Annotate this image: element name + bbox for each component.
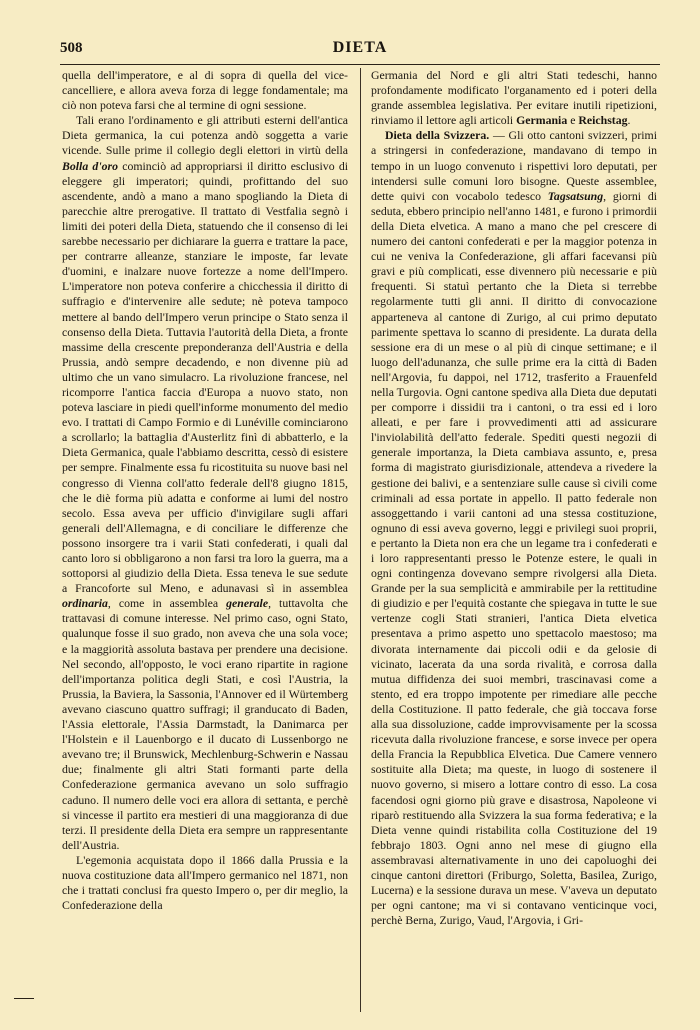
paragraph-continuation: quella dell'imperatore, e al di sopra di quella del vice-cancelliere, e allora aveva forza di legge fondamentale; ma ciò non poteva farsi che al termine di ogni sessione.: [62, 68, 348, 113]
emphasis-generale: generale: [226, 596, 269, 611]
page-number: 508: [60, 40, 83, 56]
left-column: [62, 68, 348, 1012]
paragraph-dieta-germanica: Tali erano l'ordinamento e gli attributi esterni dell'antica Dieta germanica, la cui potenza andò soggetta a varie vicende. Sulle prime il collegio degli elettori in virtù della Bolla d'oro cominciò ad appropriarsi il diritto esclusivo di eleggere gli imperatori; quindi, profittando del suo ascendente, andò a mano a mano spogliando la Dieta di parecchie altre prerogative. Il trattato di Vestfalia segnò i limiti dei poteri della Dieta, statuendo che il consenso di lei sarebbe necessario per dichiarare la guerra e trattare la pace, per contrarre alleanze, stanziare le imposte, far levate d'uomini, e inalzare nuove fortezze a nome dell'Impero. L'imperatore non poteva conferire a chicchessia il diritto di suffragio e d'intervenire alle sedute; nè poteva tampoco mettere al bando dell'Impero verun principe o Stato senza il consenso della Dieta. Tuttavia l'autorità della Dieta, a fronte massime della crescente preponderanza dell'Austria e della Prussia, andò sempre decadendo, e non divenne più ad ultimo che un vano simulacro. La rivoluzione francese, nel ricomporre l'antica faccia d'Europa a nuovo stato, non poteva lasciare in piedi quell'informe monumento del medio evo. I trattati di Campo Formio e di Lunéville cominciarono a scrollarlo; la battaglia d'Austerlitz finì di abbatterlo, e la Dieta Germanica, quale l'abbiamo descritta, cessò di esistere per sempre. Finalmente essa fu ricostituita su nuove basi nel congresso di Vienna coll'atto federale dell'8 giugno 1815, che le diè forma più adatta e conforme ai lumi del nostro secolo. Essa aveva per ufficio d'invigilare sugli affari generali dell'Allemagna, e di conciliare le differenze che possono insorgere tra i varii Stati confederati, i quali dal canto loro si obbligarono a non farsi tra loro la guerra, ma a sottoporsi al giudizio della Dieta. Essa teneva le sue sedute a Francoforte sul Meno, e adunavasi sì in assemblea ordinaria, come in assemblea generale, tuttavolta che trattavasi di comune interesse. Nel primo caso, ogni Stato, qualunque fosse il suo grado, non aveva che una sola voce; e la maggiorità assoluta bastava per prendere una decisione. Nel secondo, all'opposto, le voci erano ripartite in ragione dell'importanza politica degli Stati, e così l'Austria, la Prussia, la Baviera, la Sassonia, l'Annover ed il Würtemberg avevano ciascuno quattro suffragi; il granducato di Baden, l'Assia elettorale, l'Assia Darmstadt, la Danimarca per l'Holstein e il Lauenborgo e il ducato di Lussenborgo ne avevano tre; il Brunswick, Mechlenburg-Schwerin e Nassau due; finalmente gli altri Stati formanti parte della Confederazione germanica avevano un solo suffragio caduno. Il numero delle voci era allora di settanta, e perchè si vincesse il partito era mestieri di una maggioranza di due terzi. Il presidente della Dieta era sempre un rappresentante dell'Austria.: [62, 113, 348, 852]
emphasis-tagsatsung: Tagsatsung: [547, 188, 604, 203]
page-header: [60, 38, 660, 62]
margin-mark: [14, 998, 34, 999]
cross-reference-germania[interactable]: Germania: [516, 113, 568, 128]
paragraph-dieta-svizzera: Dieta della Svizzera. — Gli otto cantoni svizzeri, primi a stringersi in confederazione, mandavano di tempo in tempo in un luogo convenuto i rispettivi loro deputati, per intendersi sulle comuni loro bisogne. Queste assemblee, dette quivi con vocabolo tedesco Tagsatsung, giorni di seduta, ebbero principio nell'anno 1481, e furono i primordii della Dieta elvetica. A mano a mano che pel crescere di numero dei cantoni confederati e per la maggior potenza in cui ne veniva la Confederazione, gli affari facevansi più gravi e più complicati, esse divennero più necessarie e più frequenti. Si statuì pertanto che la Dieta si terrebbe regolarmente tutti gli anni. Il diritto di convocazione apparteneva al cantone di Zurigo, al cui primo deputato parimente spettava lo scanno di presidente. La durata della sessione era di un mese o al più di cinque settimane; e il luogo dell'adunanza, che sulle prime era la città di Baden nell'Argovia, fu dappoi, nel 1712, trasferito a Frauenfeld nella Turgovia. Ogni cantone spediva alla Dieta due deputati per comporre i dissidii tra i cantoni, o tra essi ed i loro alleati, e per fare i provvedimenti atti ad assicurare l'inviolabilità dell'atto federale. Spediti questi negozii di generale importanza, la Dieta cambiava assunto, e, presa forma di magistrato giurisdizionale, attendeva a rivedere la gestione dei balivi, e a sentenziare sulle cause sì civili come criminali ad essa portate in appello. Il patto federale non assoggettando i varii cantoni ad una stessa costituzione, ognuno di essi aveva governo, leggi e privilegi suoi proprii, e pertanto la Dieta non era che un legame tra i confederati e i loro rappresentanti presso le Potenze estere, le quali in ogni contingenza dovevano sempre rivolgersi alla Dieta. Grande per la sua semplicità e ammirabile per la rettitudine di giudizio e per l'equità costante che spiegava in tutte le sue vertenze cogli Stati stranieri, l'antica Dieta elvetica presentava a primo aspetto uno spettacolo maestoso; ma divorata internamente dai piccoli odii e da gelosie di vicinato, lacerata da una sorda rivalità, e corrosa dalla mutua diffidenza dei suoi membri, trascinavasi come a stento, ed era troppo impotente per rimediare alle pecche della Costituzione. Il patto federale, che già toccava forse alla sua dissoluzione, cadde improvvisamente per la scossa ricevuta dalla rivoluzione francese, e sorse invece per opera della Francia la Repubblica Elvetica. Due Camere vennero sostituite alla Dieta; ma queste, in luogo di sostenere il nuovo governo, si misero a lottare contro di esso. La cosa facendosi ogni giorno più grave e disastrosa, Napoleone vi riparò restituendo alla Svizzera la sua forma federativa; e la Dieta venne quindi ristabilita colla Costituzione del 19 febbrajo 1803. Ogni anno nel mese di giugno ella assembravasi alternativamente in uno dei capoluoghi dei cinque cantoni direttori (Friburgo, Soletta, Basilea, Zurigo, Lucerna) e la sessione durava un mese. V'aveva un deputato per ogni cantone; ma vi si contavano venticinque voci, perchè Berna, Zurigo, Vaud, l'Argovia, i Gri-: [371, 128, 657, 928]
paragraph-egemonia: L'egemonia acquistata dopo il 1866 dalla Prussia e la nuova costituzione data all'Impero germanico nel 1871, non che i trattati conclusi fra questo Impero o, per dir meglio, la Confederazione della: [62, 852, 348, 913]
entry-heading-dieta-svizzera: Dieta della Svizzera.: [385, 128, 490, 143]
cross-reference-reichstag[interactable]: Reichstag: [578, 113, 628, 128]
right-column: [371, 68, 657, 1012]
emphasis-bolla-doro: Bolla d'oro: [62, 158, 118, 173]
running-head-title: DIETA: [332, 39, 388, 56]
emphasis-ordinaria: ordinaria: [62, 596, 108, 611]
header-rule: [60, 64, 660, 65]
column-divider: [360, 68, 361, 1012]
paragraph-germania-del-nord: Germania del Nord e gli altri Stati tedeschi, hanno profondamente modificato l'organamento ed i poteri della grande assemblea legislativa. Per evitare inutili ripetizioni, rinviamo il lettore agli articoli Germania e Reichstag.: [371, 68, 657, 128]
